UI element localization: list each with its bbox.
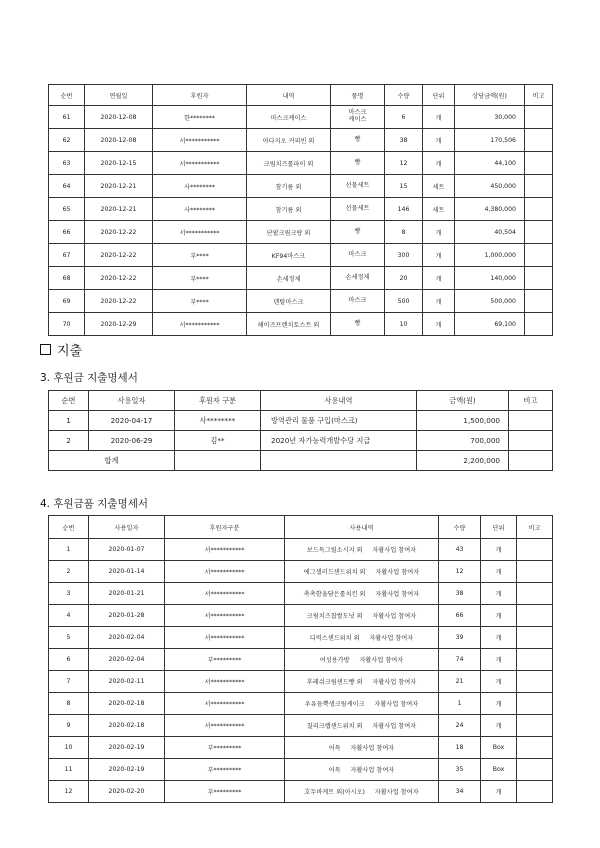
table-row — [49, 129, 553, 152]
table-cell: 부********* — [165, 781, 285, 803]
table-cell: 70 — [49, 313, 85, 336]
table-row — [49, 583, 553, 605]
table-cell: 2020-12-08 — [85, 129, 153, 152]
table-cell: 67 — [49, 244, 85, 267]
table-cell — [517, 627, 553, 649]
checkbox-square-icon — [40, 344, 51, 355]
header-cell: 순번 — [49, 391, 89, 411]
table-cell: 2020-12-22 — [85, 290, 153, 313]
table-cell: 서*********** — [165, 715, 285, 737]
header-cell: 사용내역 — [261, 391, 417, 411]
table-cell — [525, 129, 553, 152]
table-cell: 사******** — [175, 411, 261, 431]
table-cell: 21 — [439, 671, 481, 693]
table-cell: 1 — [49, 411, 89, 431]
table-cell: 1,000,000 — [455, 244, 525, 267]
table-cell: 호두바게트 외(아시오) 자활사업 참여자 — [285, 781, 439, 803]
header-cell: 후원자구분 — [165, 516, 285, 539]
total-row — [49, 451, 553, 471]
table-cell: 어묵 자활사업 참여자 — [285, 737, 439, 759]
table-cell: 8 — [49, 693, 89, 715]
header-cell: 품명 — [331, 85, 385, 106]
table-cell: 500 — [385, 290, 423, 313]
table-cell: 개 — [423, 313, 455, 336]
table-cell: 서*********** — [165, 671, 285, 693]
table-cell: 개 — [423, 106, 455, 129]
table-cell: 개 — [423, 221, 455, 244]
table-row — [49, 106, 553, 129]
table-cell: 40,504 — [455, 221, 525, 244]
table-cell: 5 — [49, 627, 89, 649]
table-row — [49, 152, 553, 175]
table-cell: 20 — [385, 267, 423, 290]
table-cell: 마스크 — [331, 244, 385, 267]
table-cell: 손세정제 — [331, 267, 385, 290]
table-row — [49, 221, 553, 244]
table-row — [49, 671, 553, 693]
table-cell: 2020-02-19 — [89, 759, 165, 781]
table-cell: 빵 — [331, 152, 385, 175]
table-cell: 부**** — [153, 244, 247, 267]
table-row — [49, 627, 553, 649]
table-cell: 15 — [385, 175, 423, 198]
table-row — [49, 411, 553, 431]
table-cell: 2020-12-08 — [85, 106, 153, 129]
table-cell: 2020-04-17 — [89, 411, 175, 431]
table-cell: 크림치즈찹쌀도넛 외 자활사업 참여자 — [285, 605, 439, 627]
table-cell: 서*********** — [153, 221, 247, 244]
table-cell: 6 — [385, 106, 423, 129]
table-cell: 부********* — [165, 649, 285, 671]
table-cell: 2020-12-22 — [85, 244, 153, 267]
table-cell: Box — [481, 737, 517, 759]
table-cell: 서*********** — [153, 313, 247, 336]
total-label: 합계 — [49, 451, 175, 471]
table-cell: 크림치즈롤파이 외 — [247, 152, 331, 175]
goods-expense-table — [48, 515, 553, 803]
table-cell: 35 — [439, 759, 481, 781]
table-cell: 후레쉬크림샌드빵 외 자활사업 참여자 — [285, 671, 439, 693]
table-cell: 3 — [49, 583, 89, 605]
table-cell: 서*********** — [153, 152, 247, 175]
table-cell: 촉촉함을담은롤치킨 외 자활사업 참여자 — [285, 583, 439, 605]
table-cell: 빵 — [331, 313, 385, 336]
table-cell: 디럭스샌드위치 외 자활사업 참여자 — [285, 627, 439, 649]
table-cell: 12 — [49, 781, 89, 803]
table-cell: 부**** — [153, 290, 247, 313]
table-cell — [509, 431, 553, 451]
table-cell: 2020년 자가능력개발수당 지급 — [261, 431, 417, 451]
table-cell: 개 — [423, 129, 455, 152]
table-cell — [525, 313, 553, 336]
table-cell — [525, 152, 553, 175]
table-cell: 빵 — [331, 221, 385, 244]
table-cell: 선물세트 — [331, 198, 385, 221]
table-cell: 2020-01-21 — [89, 583, 165, 605]
table-cell — [517, 715, 553, 737]
table-cell: 개 — [481, 539, 517, 561]
table-cell: 7 — [49, 671, 89, 693]
table-cell: 세트 — [423, 175, 455, 198]
table-cell: 아다지오 커피빈 외 — [247, 129, 331, 152]
header-cell: 사용내역 — [285, 516, 439, 539]
table-cell: 18 — [439, 737, 481, 759]
table-row — [49, 539, 553, 561]
table-cell: 38 — [439, 583, 481, 605]
table-cell: 선물세트 — [331, 175, 385, 198]
table-cell: 한******** — [153, 106, 247, 129]
header-cell: 순번 — [49, 516, 89, 539]
table-cell — [517, 781, 553, 803]
table-cell: 참기름 외 — [247, 175, 331, 198]
table-cell: 64 — [49, 175, 85, 198]
table-cell: 34 — [439, 781, 481, 803]
table-cell: 4,380,000 — [455, 198, 525, 221]
table-cell: 2020-12-15 — [85, 152, 153, 175]
table-cell: 24 — [439, 715, 481, 737]
table-row — [49, 198, 553, 221]
header-cell: 수량 — [385, 85, 423, 106]
table-row — [49, 313, 553, 336]
table-cell: 500,000 — [455, 290, 525, 313]
table-cell: 김** — [175, 431, 261, 451]
table-cell: 2020-02-11 — [89, 671, 165, 693]
table-cell: Box — [481, 759, 517, 781]
table-cell: 66 — [439, 605, 481, 627]
table-cell: 30,000 — [455, 106, 525, 129]
table-cell — [525, 106, 553, 129]
table-row — [49, 759, 553, 781]
header-cell: 단위 — [481, 516, 517, 539]
table-body — [49, 539, 553, 803]
table-cell — [517, 693, 553, 715]
total-value: 2,200,000 — [417, 451, 509, 471]
table-cell: 해이즈프렌치토스트 외 — [247, 313, 331, 336]
table-cell — [525, 290, 553, 313]
table-cell: 사******** — [153, 198, 247, 221]
table-cell — [525, 175, 553, 198]
table-header-row — [49, 391, 553, 411]
table-row — [49, 715, 553, 737]
table-cell: 세트 — [423, 198, 455, 221]
table-cell: 마스크 — [331, 290, 385, 313]
table-cell: 4 — [49, 605, 89, 627]
table-cell: 65 — [49, 198, 85, 221]
table-cell: 44,100 — [455, 152, 525, 175]
table-cell: 300 — [385, 244, 423, 267]
table-cell: 서*********** — [165, 605, 285, 627]
header-cell: 수량 — [439, 516, 481, 539]
table-cell: 2020-06-29 — [89, 431, 175, 451]
table-cell: 개 — [423, 152, 455, 175]
section-heading-expense: 지출 — [40, 340, 82, 359]
table-cell: 서*********** — [165, 693, 285, 715]
table-cell — [517, 759, 553, 781]
table-cell: 2020-02-04 — [89, 649, 165, 671]
table-cell: 63 — [49, 152, 85, 175]
table-cell — [525, 267, 553, 290]
table-row — [49, 175, 553, 198]
section-title-4: 4. 후원금품 지출명세서 — [40, 498, 148, 510]
table-cell — [525, 198, 553, 221]
header-cell: 금액(원) — [417, 391, 509, 411]
table-cell: 69 — [49, 290, 85, 313]
table-row — [49, 267, 553, 290]
table-cell — [525, 221, 553, 244]
table-cell: 68 — [49, 267, 85, 290]
table-header-row — [49, 516, 553, 539]
table-cell — [517, 737, 553, 759]
table-cell: 마스크케이스 — [247, 106, 331, 129]
table-cell: 2020-12-21 — [85, 175, 153, 198]
table-cell: 74 — [439, 649, 481, 671]
table-cell: 2020-12-21 — [85, 198, 153, 221]
table-cell: 개 — [423, 244, 455, 267]
header-cell: 후원자 — [153, 85, 247, 106]
header-cell: 비고 — [517, 516, 553, 539]
table-cell: 개 — [481, 671, 517, 693]
table-cell: 2020-02-19 — [89, 737, 165, 759]
section-title-3: 3. 후원금 지출명세서 — [40, 372, 138, 384]
table-cell: 9 — [49, 715, 89, 737]
table-cell: 개 — [481, 605, 517, 627]
table-cell — [517, 561, 553, 583]
table-cell: 부********* — [165, 737, 285, 759]
table-cell: 43 — [439, 539, 481, 561]
table-cell: 2020-01-14 — [89, 561, 165, 583]
table-cell: 우유듬뿍생크림케이크 자활사업 참여자 — [285, 693, 439, 715]
table-cell: 방역관리 물품 구입(마스크) — [261, 411, 417, 431]
table-cell: 66 — [49, 221, 85, 244]
table-row — [49, 561, 553, 583]
table-cell: 2020-12-22 — [85, 221, 153, 244]
table-cell: 2020-02-04 — [89, 627, 165, 649]
header-cell: 순번 — [49, 85, 85, 106]
table-cell: 2020-01-28 — [89, 605, 165, 627]
table-cell: 참기름 외 — [247, 198, 331, 221]
table-cell: 개 — [481, 561, 517, 583]
table-row — [49, 605, 553, 627]
table-body — [49, 106, 553, 336]
table-cell: 덴탈마스크 — [247, 290, 331, 313]
table-cell: 8 — [385, 221, 423, 244]
table-cell: 부********* — [165, 759, 285, 781]
header-cell: 내역 — [247, 85, 331, 106]
table-row — [49, 649, 553, 671]
table-cell — [509, 411, 553, 431]
table-cell: 140,000 — [455, 267, 525, 290]
table-cell: 38 — [385, 129, 423, 152]
table-cell — [517, 605, 553, 627]
table-cell: 2020-02-18 — [89, 693, 165, 715]
table-cell: KF94마스크 — [247, 244, 331, 267]
table-cell: 10 — [49, 737, 89, 759]
table-cell — [517, 539, 553, 561]
table-cell: 1 — [49, 539, 89, 561]
table-row — [49, 737, 553, 759]
table-cell: 2020-12-29 — [85, 313, 153, 336]
table-cell — [517, 583, 553, 605]
table-cell: 에그샐러드샌드위치 외 자활사업 참여자 — [285, 561, 439, 583]
table-cell: 보드독그릴소시지 외 자활사업 참여자 — [285, 539, 439, 561]
table-cell: 어묵 자활사업 참여자 — [285, 759, 439, 781]
table-cell: 450,000 — [455, 175, 525, 198]
table-cell: 개 — [481, 627, 517, 649]
table-cell: 서*********** — [153, 129, 247, 152]
table-cell: 서*********** — [165, 539, 285, 561]
table-cell: 2020-02-18 — [89, 715, 165, 737]
table-row — [49, 693, 553, 715]
table-cell: 개 — [481, 693, 517, 715]
header-cell: 비고 — [525, 85, 553, 106]
table-cell: 개 — [481, 583, 517, 605]
header-cell: 비고 — [509, 391, 553, 411]
table-cell: 마스크 케이스 — [331, 106, 385, 129]
table-cell: 여성용가방 자활사업 참여자 — [285, 649, 439, 671]
table-body — [49, 411, 553, 451]
table-cell: 서*********** — [165, 561, 285, 583]
table-cell: 10 — [385, 313, 423, 336]
table-cell: 사******** — [153, 175, 247, 198]
table-cell: 개 — [481, 649, 517, 671]
table-row — [49, 781, 553, 803]
table-cell: 개 — [481, 781, 517, 803]
table-cell: 개 — [481, 715, 517, 737]
table-row — [49, 431, 553, 451]
table-cell: 39 — [439, 627, 481, 649]
donation-expense-table — [48, 390, 553, 471]
table-row — [49, 290, 553, 313]
table-cell: 2020-12-22 — [85, 267, 153, 290]
table-cell: 1 — [439, 693, 481, 715]
table-cell: 12 — [439, 561, 481, 583]
table-cell: 1,500,000 — [417, 411, 509, 431]
header-cell: 후원자 구분 — [175, 391, 261, 411]
table-cell: 개 — [423, 290, 455, 313]
table-cell: 단팥크림크랑 외 — [247, 221, 331, 244]
table-header-row — [49, 85, 553, 106]
table-cell: 62 — [49, 129, 85, 152]
table-cell: 11 — [49, 759, 89, 781]
table-cell — [525, 244, 553, 267]
header-cell: 연월일 — [85, 85, 153, 106]
table-cell: 6 — [49, 649, 89, 671]
table-cell: 서*********** — [165, 627, 285, 649]
table-cell: 칠리크랩샌드위치 외 자활사업 참여자 — [285, 715, 439, 737]
table-cell — [517, 649, 553, 671]
donation-goods-table — [48, 84, 553, 336]
table-cell: 700,000 — [417, 431, 509, 451]
table-cell: 2020-02-20 — [89, 781, 165, 803]
table-cell: 146 — [385, 198, 423, 221]
table-cell: 2 — [49, 431, 89, 451]
table-cell: 부**** — [153, 267, 247, 290]
header-cell: 사용일자 — [89, 516, 165, 539]
table-cell — [517, 671, 553, 693]
table-cell: 170,506 — [455, 129, 525, 152]
table-cell: 2020-01-07 — [89, 539, 165, 561]
table-row — [49, 244, 553, 267]
table-cell: 손세정제 — [247, 267, 331, 290]
table-cell: 빵 — [331, 129, 385, 152]
table-cell: 개 — [423, 267, 455, 290]
table-cell: 2 — [49, 561, 89, 583]
table-cell: 69,100 — [455, 313, 525, 336]
header-cell: 단위 — [423, 85, 455, 106]
table-cell: 61 — [49, 106, 85, 129]
header-cell: 사용일자 — [89, 391, 175, 411]
header-cell: 상당금액(원) — [455, 85, 525, 106]
table-cell: 12 — [385, 152, 423, 175]
table-cell: 서*********** — [165, 583, 285, 605]
